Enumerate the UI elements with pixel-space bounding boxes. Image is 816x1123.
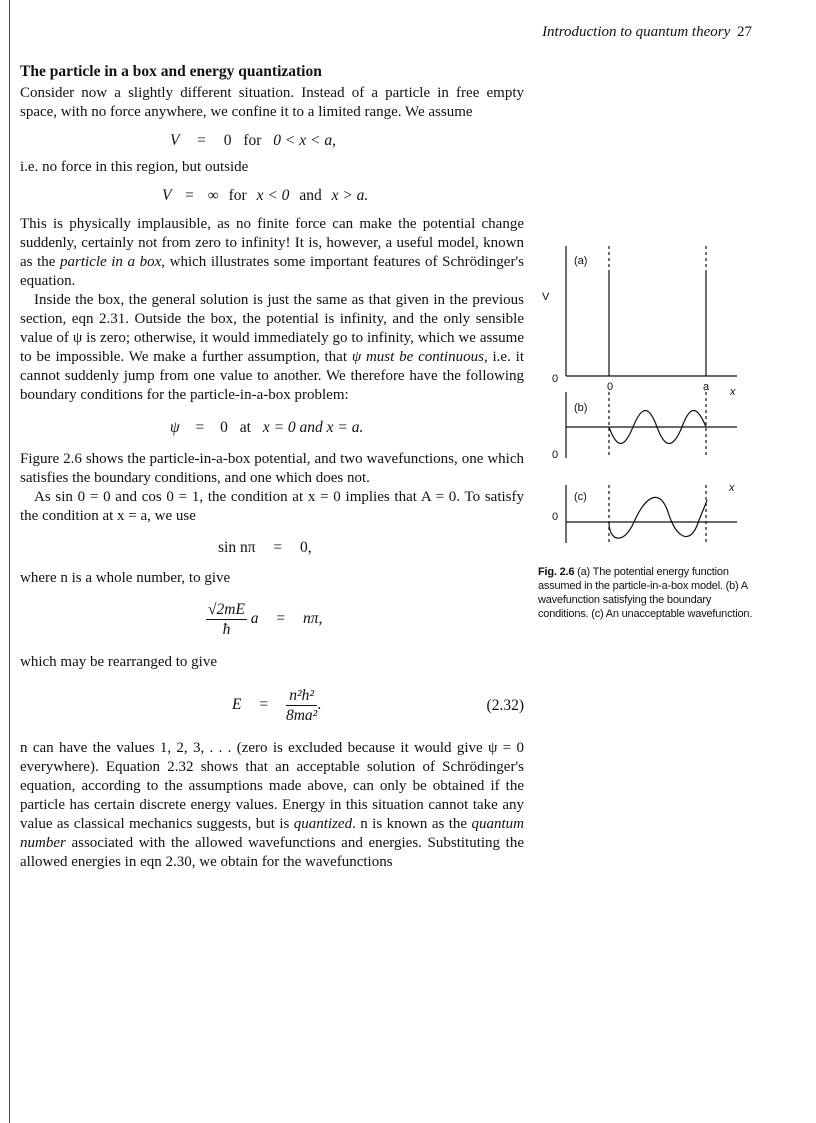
eq1-lhs: V [170, 132, 180, 149]
eq4-equals: = [273, 539, 283, 556]
eq5-numerator: √2mE [208, 601, 245, 618]
p4-emphasis: ψ must be continuous [351, 349, 484, 365]
eq2-rhs: ∞ [207, 187, 219, 204]
p3-text-b: , which illustrates some important features of Schrödinger's equation. [20, 254, 524, 289]
tick-label-a: a [703, 381, 710, 393]
p4-text-a: Inside the box, the general solution is just the same as that given in the previous section, eqn 2.31. Outside the box, the potential is infinity, and the only sensible value of ψ is zero; otherwise, it would immediately go to infinity, which we assume to be impossible. We make a further assumption, that [20, 292, 524, 365]
eq6-fraction [286, 686, 317, 725]
eq3-lhs: ψ [170, 419, 180, 436]
panel-b-zero-label: 0 [552, 449, 559, 461]
p3-emphasis: particle in a box [60, 254, 162, 270]
eq1-rhs: 0 [223, 132, 232, 149]
eq4-rhs: 0, [300, 539, 312, 556]
p4-text-b: , i.e. it cannot suddenly jump from one value to another. We therefore have the following boundary conditions for the particle-in-a-box problem: [20, 349, 524, 403]
eq2-for: for [228, 187, 247, 204]
eq5-denominator: ħ [222, 621, 231, 638]
eq3-equals: = [195, 419, 205, 436]
eq6-numerator: n²h² [286, 686, 317, 706]
caption-text: (a) The potential energy function assumed in the particle-in-a-box model. (b) A wavefunction satisfying the boundary conditions. (c) An unacceptable wavefunction. [538, 566, 753, 620]
p9-text-a: n can have the values 1, 2, 3, . . . (zero is excluded because it would give ψ = 0 everywhere). Equation 2.32 shows that an acceptable solution of Schrödinger's equation, according to the assumptions made above, can only be obtained if the particle has certain discrete energy values. Energy in this situation cannot take any value as classical mechanics suggests, but is [20, 740, 524, 832]
eq5-rhs: nπ, [303, 610, 323, 628]
equation-potential-outside [162, 186, 524, 205]
figure-caption [538, 565, 758, 621]
eq1-for: for [243, 132, 262, 149]
eq1-condition: 0 < x < a, [273, 132, 336, 149]
p9-emphasis-quantum-number: quantum number [20, 816, 524, 851]
x-axis-label-bc: x [729, 482, 735, 494]
running-title: Introduction to quantum theory [542, 24, 731, 40]
eq6-lhs: E [232, 696, 242, 714]
panel-b-label: (b) [574, 402, 588, 414]
eq3-at: at [239, 419, 251, 436]
caption-label: Fig. 2.6 [538, 566, 575, 578]
eq2-equals: = [185, 187, 194, 204]
paragraph-8: which may be rearranged to give [20, 654, 217, 670]
main-text [20, 62, 524, 872]
eq6-denominator: 8ma² [285, 707, 318, 724]
panel-a-zero-label: 0 [552, 373, 559, 385]
p3-text-a: This is physically implausible, as no finite force can make the potential change suddenly, certainly not from zero to infinity! It is, however, a useful model, known as the [20, 216, 524, 270]
panel-a-label: (a) [574, 255, 588, 267]
equation-wavenumber [206, 600, 524, 639]
panel-c-wavefunction [609, 497, 707, 538]
paragraph-1: Consider now a slightly different situation. Instead of a particle in free empty space, with no force anywhere, we confine it to a limited range. We assume [20, 85, 524, 120]
paragraph-2: i.e. no force in this region, but outside [20, 159, 249, 175]
section-title: The particle in a box and energy quantization [20, 63, 322, 80]
eq1-equals: = [197, 132, 206, 149]
tick-label-zero: 0 [607, 381, 614, 393]
equation-number: (2.32) [486, 697, 524, 714]
p9-text-c: associated with the allowed wavefunctions and energies. Substituting the allowed energies in eqn 2.30, we obtain for the wavefunctions [20, 835, 524, 870]
eq2-and: and [299, 187, 322, 204]
eq3-condition: x = 0 and x = a. [262, 419, 364, 436]
panel-c-zero-label: 0 [552, 511, 559, 523]
eq2-cond1: x < 0 [256, 187, 290, 204]
paragraph-3 [20, 215, 524, 291]
equation-potential-inside [170, 131, 524, 150]
paragraph-5: Figure 2.6 shows the particle-in-a-box potential, and two wavefunctions, one which satisfies the boundary conditions, and one which does not. [20, 451, 524, 486]
eq5-a: a [250, 610, 259, 628]
eq5-equals: = [276, 610, 286, 628]
eq6-equals: = [259, 696, 269, 714]
eq4-lhs: sin nπ [218, 539, 256, 556]
paragraph-6: As sin 0 = 0 and cos 0 = 1, the condition at x = 0 implies that A = 0. To satisfy the condition at x = a, we use [20, 489, 524, 524]
figure-2-6 [530, 240, 750, 550]
paragraph-9 [20, 739, 524, 872]
eq2-lhs: V [162, 187, 172, 204]
panel-c-label: (c) [574, 491, 587, 503]
eq5-fraction [206, 600, 247, 639]
paragraph-4 [20, 291, 524, 405]
x-axis-label-a: x [730, 386, 736, 398]
page-number: 27 [737, 24, 752, 40]
equation-2-32 [232, 686, 524, 725]
running-head [542, 24, 752, 41]
eq6-dot: . [317, 696, 322, 714]
eq2-cond2: x > a. [331, 187, 369, 204]
p9-emphasis-quantized: quantized [293, 816, 353, 832]
y-axis-label-V: V [542, 291, 550, 303]
p9-text-b: . n is known as the [352, 816, 472, 832]
page-edge-rule [9, 0, 10, 1123]
eq3-rhs: 0 [220, 419, 228, 436]
equation-boundary-conditions [170, 418, 524, 437]
paragraph-7: where n is a whole number, to give [20, 570, 231, 586]
equation-sin-npi [218, 538, 524, 557]
